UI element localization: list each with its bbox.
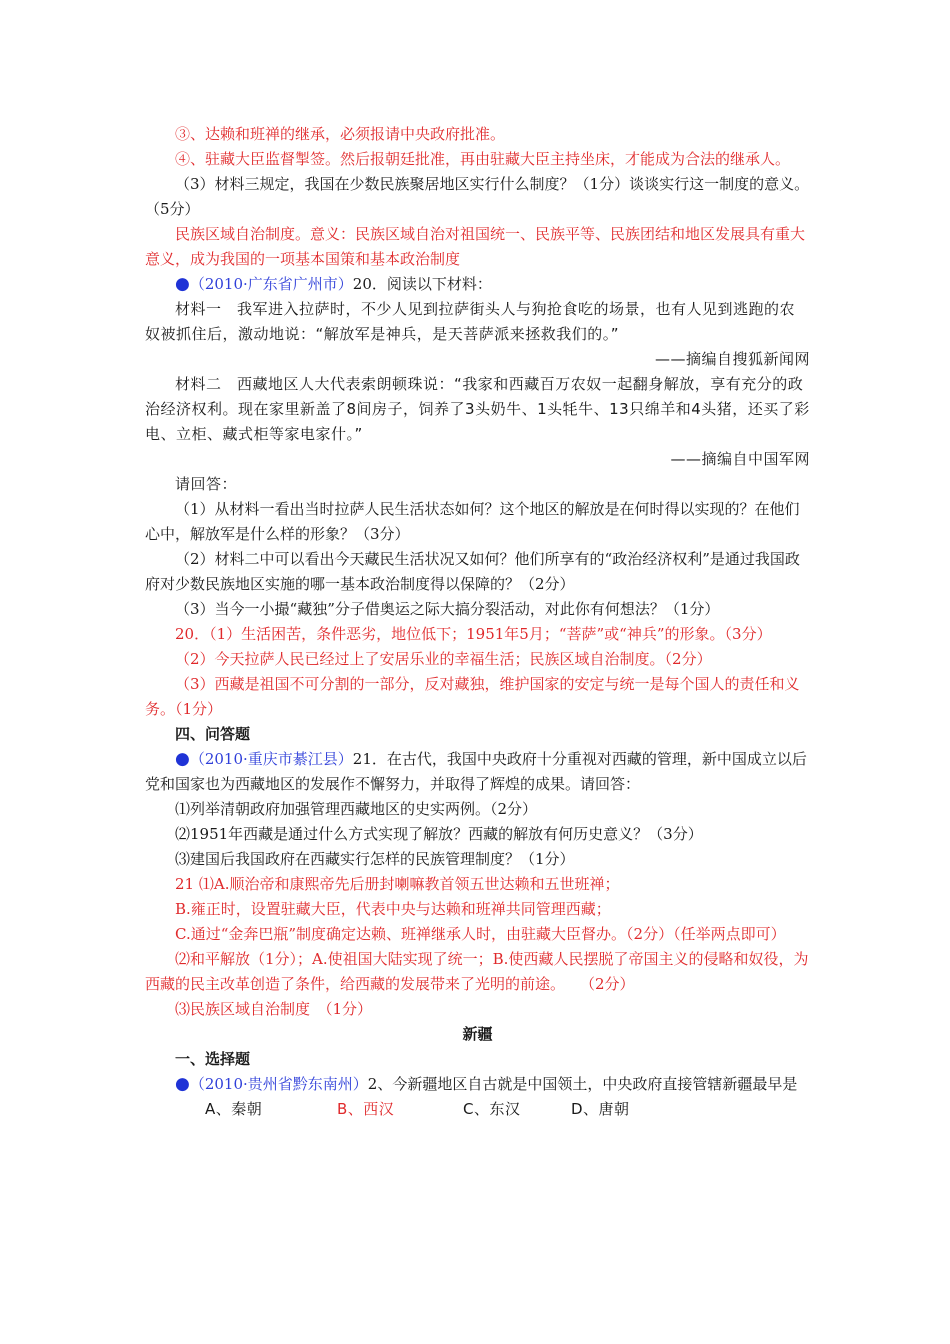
document-page bbox=[145, 122, 810, 1122]
answer-line: B.雍正时，设置驻藏大臣，代表中央与达赖和班禅共同管理西藏； bbox=[175, 900, 611, 918]
sub-question: （2）材料二中可以看出今天藏民生活状况又如何？他们所享有的“政治经济权利”是通过我国政府对少数民族地区实施的哪一基本政治制度得以保障的？（2分） bbox=[145, 550, 800, 593]
answer-options bbox=[145, 1097, 810, 1122]
answer-line: （3）西藏是祖国不可分割的一部分，反对藏独，维护国家的安定与统一是每个国人的责任和义务。（1分） bbox=[145, 675, 800, 718]
option-b-correct: B、西汉 bbox=[337, 1100, 395, 1118]
answer-line: 民族区域自治制度。意义：民族区域自治对祖国统一、民族平等、民族团结和地区发展具有重大意义，成为我国的一项基本国策和基本政治制度 bbox=[145, 225, 806, 268]
bullet-icon: ● bbox=[175, 274, 190, 294]
material-one: 材料一 我军进入拉萨时，不少人见到拉萨街头人与狗抢食吃的场景，也有人见到逃跑的农奴被抓住后，激动地说：“解放军是神兵，是天菩萨派来拯救我们的。” bbox=[145, 300, 796, 343]
material-two-citation: ——摘编自中国军网 bbox=[670, 450, 810, 468]
material-two: 材料二 西藏地区人大代表索朗顿珠说：“我家和西藏百万农奴一起翻身解放，享有充分的政治经济权利。现在家里新盖了8间房子，饲养了3头奶牛、1头牦牛、13只绵羊和4头猪，还买了彩电、立柜、藏式柜等家电家什。” bbox=[145, 375, 810, 443]
question-21-header bbox=[145, 747, 810, 797]
question-text: 21．在古代，我国中央政府十分重视对西藏的管理，新中国成立以后党和国家也为西藏地区的发展作不懈努力，并取得了辉煌的成果。请回答： bbox=[145, 750, 807, 793]
sub-question: （1）从材料一看出当时拉萨人民生活状态如何？这个地区的解放是在何时得以实现的？在他们心中，解放军是什么样的形象？（3分） bbox=[145, 500, 800, 543]
question-2-header bbox=[145, 1072, 810, 1097]
sub-question: ⑶建国后我国政府在西藏实行怎样的民族管理制度？（1分） bbox=[175, 850, 575, 868]
option-c: C、东汉 bbox=[463, 1100, 521, 1118]
question-line: （3）材料三规定，我国在少数民族聚居地区实行什么制度？（1分）谈谈实行这一制度的意义。（5分） bbox=[145, 175, 810, 218]
sub-question: ⑴列举清朝政府加强管理西藏地区的史实两例。（2分） bbox=[175, 800, 538, 818]
option-a: A、秦朝 bbox=[205, 1100, 263, 1118]
option-d: D、唐朝 bbox=[571, 1100, 630, 1118]
answer-line: 21 ⑴A.顺治帝和康熙帝先后册封喇嘛教首领五世达赖和五世班禅； bbox=[175, 875, 620, 893]
section-title-xinjiang: 新疆 bbox=[462, 1025, 493, 1043]
section-heading: 四、问答题 bbox=[175, 725, 251, 743]
please-answer: 请回答： bbox=[175, 475, 238, 493]
answer-line: C.通过“金奔巴瓶”制度确定达赖、班禅继承人时，由驻藏大臣督办。（2分）（任举两点即可） bbox=[175, 925, 786, 943]
question-20-header bbox=[145, 272, 810, 297]
answer-line: 20．（1）生活困苦，条件恶劣，地位低下；1951年5月；“菩萨”或“神兵”的形象。（3分） bbox=[175, 625, 772, 643]
sub-question: （3）当今一小撮“藏独”分子借奥运之际大搞分裂活动，对此你有何想法？（1分） bbox=[175, 600, 720, 618]
answer-line: （2）今天拉萨人民已经过上了安居乐业的幸福生活；民族区域自治制度。（2分） bbox=[175, 650, 712, 668]
question-source: （2010·广东省广州市） bbox=[189, 275, 353, 293]
answer-line: ⑶民族区域自治制度 （1分） bbox=[175, 1000, 373, 1018]
answer-line: ④、驻藏大臣监督掣签。然后报朝廷批准，再由驻藏大臣主持坐床，才能成为合法的继承人。 bbox=[175, 150, 791, 168]
material-one-citation: ——摘编自搜狐新闻网 bbox=[654, 350, 810, 368]
bullet-icon: ● bbox=[175, 749, 190, 769]
question-text: 2、今新疆地区自古就是中国领土，中央政府直接管辖新疆最早是 bbox=[367, 1075, 798, 1093]
question-source: （2010·重庆市綦江县） bbox=[189, 750, 353, 768]
bullet-icon: ● bbox=[175, 1074, 190, 1094]
answer-line: ⑵和平解放（1分）；A.使祖国大陆实现了统一；B.使西藏人民摆脱了帝国主义的侵略和奴役，为西藏的民主改革创造了条件，给西藏的发展带来了光明的前途。 （2分） bbox=[145, 950, 809, 993]
sub-question: ⑵1951年西藏是通过什么方式实现了解放？西藏的解放有何历史意义？（3分） bbox=[175, 825, 703, 843]
answer-line: ③、达赖和班禅的继承，必须报请中央政府批准。 bbox=[175, 125, 506, 143]
question-source: （2010·贵州省黔东南州） bbox=[189, 1075, 368, 1093]
section-heading: 一、选择题 bbox=[175, 1050, 251, 1068]
question-text: 20．阅读以下材料： bbox=[352, 275, 492, 293]
